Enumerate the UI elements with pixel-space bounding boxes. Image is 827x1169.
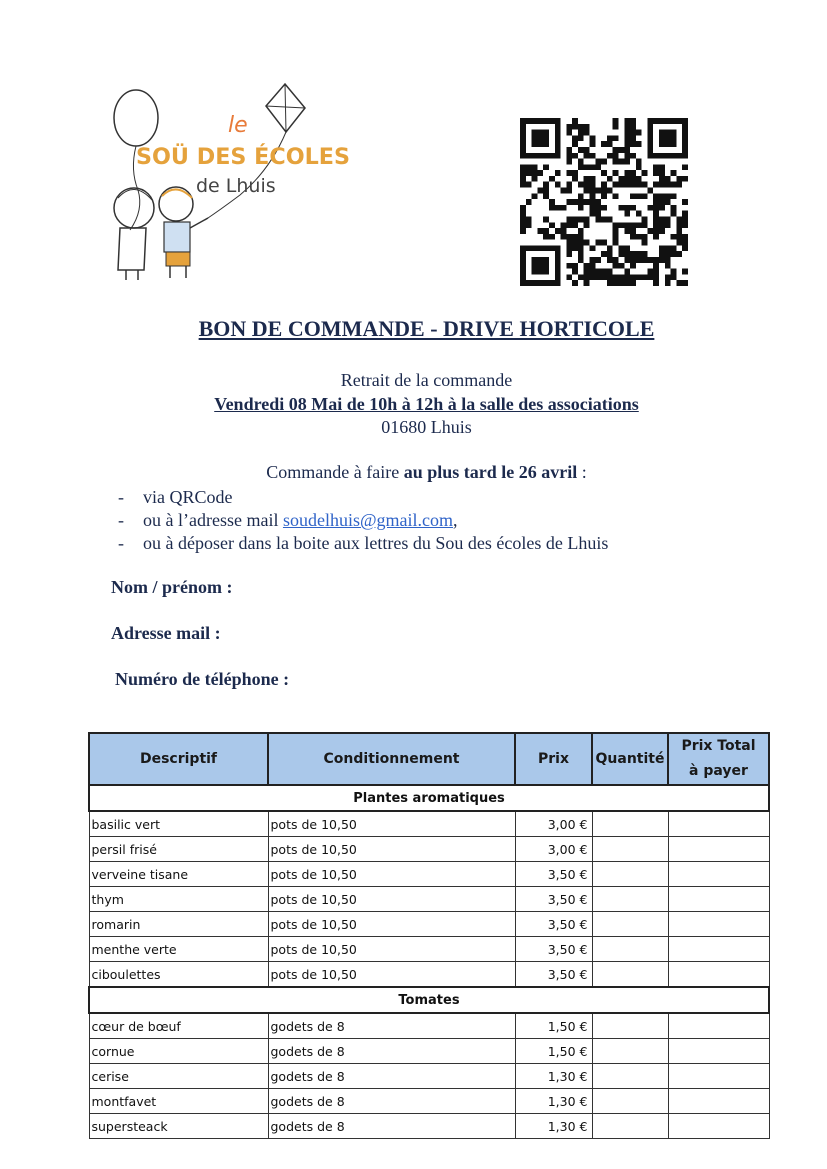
- method-email-label: ou à l’adresse mail: [143, 510, 283, 530]
- quantity-cell[interactable]: [592, 1064, 668, 1089]
- packaging: pots de 10,50: [268, 962, 515, 988]
- svg-text:le: le: [228, 113, 248, 138]
- quantity-cell[interactable]: [592, 1089, 668, 1114]
- pickup-label: Retrait de la commande: [340, 370, 513, 390]
- header-prix: Prix: [515, 733, 592, 785]
- method-mailbox: - ou à déposer dans la boite aux lettres du Sou des écoles de Lhuis: [118, 532, 608, 555]
- header-descriptif: Descriptif: [89, 733, 268, 785]
- packaging: godets de 8: [268, 1064, 515, 1089]
- total-price-cell[interactable]: [668, 1114, 769, 1139]
- packaging: pots de 10,50: [268, 912, 515, 937]
- header-total-line2: à payer: [689, 763, 748, 779]
- total-price-cell[interactable]: [668, 862, 769, 887]
- product-name: verveine tisane: [89, 862, 268, 887]
- product-name: montfavet: [89, 1089, 268, 1114]
- pickup-datetime: Vendredi 08 Mai de 10h à 12h à la salle des associations: [214, 394, 639, 414]
- table-row: [89, 937, 769, 962]
- qr-finder-pattern: [647, 118, 688, 159]
- deadline-suffix: :: [577, 462, 587, 482]
- unit-price: 1,50 €: [515, 1039, 592, 1064]
- unit-price: 3,50 €: [515, 912, 592, 937]
- unit-price: 3,50 €: [515, 887, 592, 912]
- table-row: [89, 962, 769, 988]
- deadline-date: au plus tard le 26 avril: [403, 462, 578, 482]
- packaging: godets de 8: [268, 1039, 515, 1064]
- product-name: cœur de bœuf: [89, 1013, 268, 1039]
- packaging: pots de 10,50: [268, 862, 515, 887]
- order-table: [88, 732, 770, 1139]
- unit-price: 1,30 €: [515, 1064, 592, 1089]
- quantity-cell[interactable]: [592, 937, 668, 962]
- table-row: [89, 1114, 769, 1139]
- unit-price: 3,00 €: [515, 811, 592, 837]
- header-total-line1: Prix Total: [681, 738, 756, 754]
- section-row: [89, 987, 769, 1013]
- qr-finder-pattern: [520, 118, 561, 159]
- quantity-cell[interactable]: [592, 1114, 668, 1139]
- total-price-cell[interactable]: [668, 837, 769, 862]
- phone-field-label[interactable]: Numéro de téléphone :: [115, 669, 290, 689]
- qr-code[interactable]: [520, 118, 688, 286]
- email-field-label[interactable]: Adresse mail :: [111, 623, 221, 643]
- section-title: Plantes aromatiques: [89, 785, 769, 811]
- section-row: [89, 785, 769, 811]
- total-price-cell[interactable]: [668, 962, 769, 988]
- sou-des-ecoles-logo: [100, 80, 360, 285]
- packaging: pots de 10,50: [268, 887, 515, 912]
- total-price-cell[interactable]: [668, 937, 769, 962]
- unit-price: 3,50 €: [515, 937, 592, 962]
- table-row: [89, 837, 769, 862]
- total-price-cell[interactable]: [668, 1064, 769, 1089]
- unit-price: 1,30 €: [515, 1114, 592, 1139]
- table-row: [89, 1064, 769, 1089]
- table-row: [89, 887, 769, 912]
- total-price-cell[interactable]: [668, 912, 769, 937]
- header-quantite: Quantité: [592, 733, 668, 785]
- email-link[interactable]: soudelhuis@gmail.com: [282, 510, 454, 530]
- header-conditionnement: Conditionnement: [268, 733, 515, 785]
- table-row: [89, 912, 769, 937]
- svg-text:de Lhuis: de Lhuis: [196, 175, 276, 197]
- packaging: godets de 8: [268, 1013, 515, 1039]
- product-name: menthe verte: [89, 937, 268, 962]
- svg-text:SOÜ DES ÉCOLES: SOÜ DES ÉCOLES: [136, 145, 348, 170]
- quantity-cell[interactable]: [592, 811, 668, 837]
- quantity-cell[interactable]: [592, 862, 668, 887]
- total-price-cell[interactable]: [668, 1089, 769, 1114]
- header-prix-total: [668, 733, 769, 785]
- total-price-cell[interactable]: [668, 887, 769, 912]
- table-row: [89, 811, 769, 837]
- pickup-location: 01680 Lhuis: [381, 417, 472, 437]
- product-name: ciboulettes: [89, 962, 268, 988]
- packaging: godets de 8: [268, 1114, 515, 1139]
- packaging: pots de 10,50: [268, 937, 515, 962]
- method-email: [118, 509, 608, 532]
- unit-price: 3,00 €: [515, 837, 592, 862]
- method-qrcode: - via QRCode: [118, 486, 608, 509]
- packaging: pots de 10,50: [268, 837, 515, 862]
- product-name: romarin: [89, 912, 268, 937]
- total-price-cell[interactable]: [668, 1039, 769, 1064]
- unit-price: 1,50 €: [515, 1013, 592, 1039]
- product-name: cornue: [89, 1039, 268, 1064]
- order-methods-list: [118, 486, 608, 555]
- page-title: BON DE COMMANDE - DRIVE HORTICOLE: [198, 316, 655, 341]
- unit-price: 3,50 €: [515, 962, 592, 988]
- unit-price: 3,50 €: [515, 862, 592, 887]
- table-row: [89, 862, 769, 887]
- quantity-cell[interactable]: [592, 1039, 668, 1064]
- quantity-cell[interactable]: [592, 887, 668, 912]
- packaging: pots de 10,50: [268, 811, 515, 837]
- name-field-label[interactable]: Nom / prénom :: [111, 577, 233, 597]
- product-name: thym: [89, 887, 268, 912]
- section-title: Tomates: [89, 987, 769, 1013]
- qr-finder-pattern: [520, 245, 561, 286]
- product-name: basilic vert: [89, 811, 268, 837]
- table-row: [89, 1089, 769, 1114]
- method-email-suffix: ,: [453, 510, 458, 530]
- table-row: [89, 1039, 769, 1064]
- deadline-prefix: Commande à faire: [266, 462, 404, 482]
- order-deadline: [0, 462, 827, 483]
- total-price-cell[interactable]: [668, 811, 769, 837]
- quantity-cell[interactable]: [592, 1013, 668, 1039]
- product-name: persil frisé: [89, 837, 268, 862]
- packaging: godets de 8: [268, 1089, 515, 1114]
- quantity-cell[interactable]: [592, 912, 668, 937]
- quantity-cell[interactable]: [592, 962, 668, 988]
- table-row: [89, 1013, 769, 1039]
- product-name: cerise: [89, 1064, 268, 1089]
- unit-price: 1,30 €: [515, 1089, 592, 1114]
- total-price-cell[interactable]: [668, 1013, 769, 1039]
- quantity-cell[interactable]: [592, 837, 668, 862]
- product-name: supersteack: [89, 1114, 268, 1139]
